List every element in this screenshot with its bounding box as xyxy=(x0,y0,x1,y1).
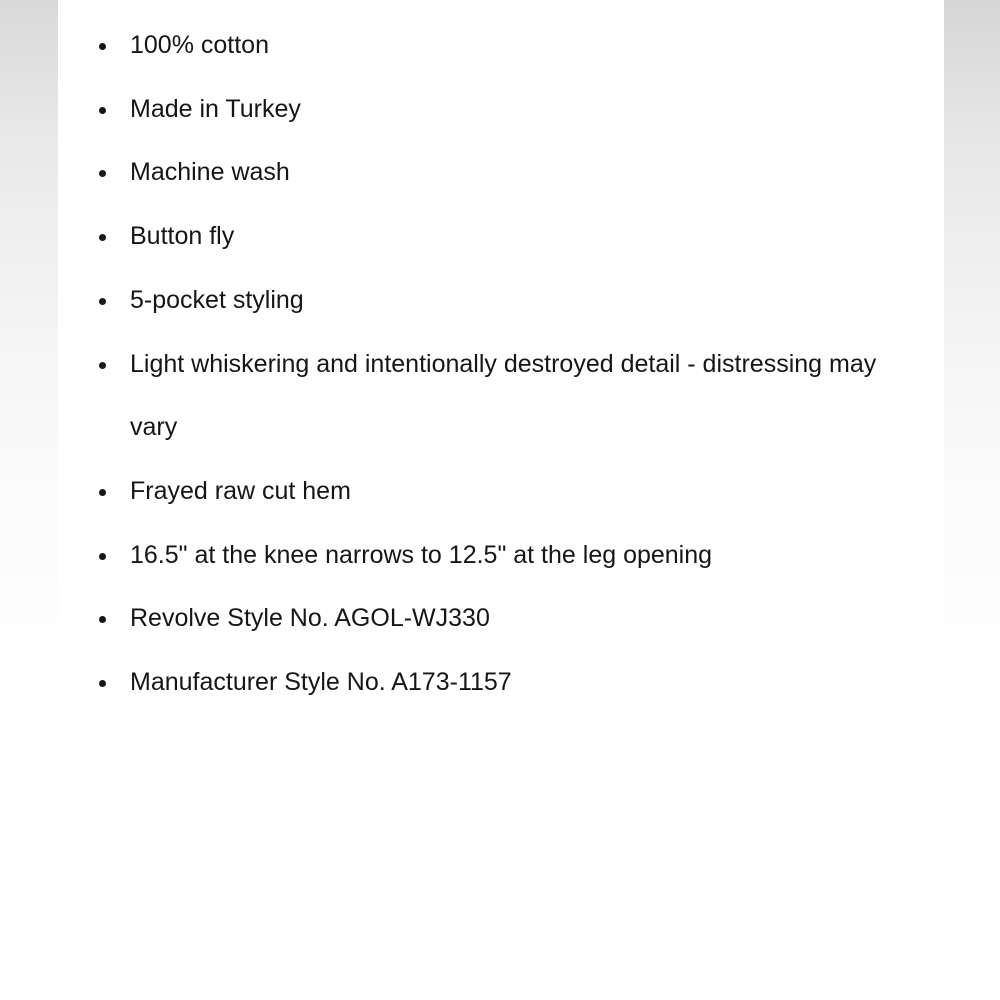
bullet-icon xyxy=(99,298,106,305)
detail-text: Revolve Style No. AGOL-WJ330 xyxy=(130,604,490,633)
detail-item-fabric xyxy=(130,14,930,78)
bullet-icon xyxy=(99,616,106,623)
detail-item-hem xyxy=(130,460,930,524)
bullet-icon xyxy=(99,489,106,496)
bullet-icon xyxy=(99,43,106,50)
detail-text: 5-pocket styling xyxy=(130,285,304,314)
right-background-blur xyxy=(944,0,1000,700)
detail-text: Frayed raw cut hem xyxy=(130,476,351,505)
detail-text: Manufacturer Style No. A173-1157 xyxy=(130,668,512,697)
bullet-icon xyxy=(99,170,106,177)
bullet-icon xyxy=(99,362,106,369)
bullet-icon xyxy=(99,234,106,241)
detail-text: Light whiskering and intentionally destroyed detail - distressing may vary xyxy=(130,349,877,442)
detail-item-pockets xyxy=(130,269,930,333)
detail-item-closure xyxy=(130,205,930,269)
left-background-blur xyxy=(0,0,60,700)
bullet-icon xyxy=(99,553,106,560)
bullet-icon xyxy=(99,680,106,687)
product-details-list xyxy=(130,14,930,715)
detail-item-manufacturer-style xyxy=(130,651,930,715)
detail-item-care xyxy=(130,141,930,205)
detail-text: 100% cotton xyxy=(130,31,269,59)
detail-text: Button fly xyxy=(130,222,235,251)
detail-text: 16.5" at the knee narrows to 12.5" at the leg opening xyxy=(130,540,713,569)
detail-item-revolve-style xyxy=(130,587,930,651)
detail-item-distressing xyxy=(130,333,930,460)
detail-text: Machine wash xyxy=(130,158,290,187)
detail-text: Made in Turkey xyxy=(130,94,301,123)
detail-item-measurements xyxy=(130,524,930,588)
product-details-panel xyxy=(58,0,944,1000)
bullet-icon xyxy=(99,107,106,114)
detail-item-origin xyxy=(130,78,930,142)
